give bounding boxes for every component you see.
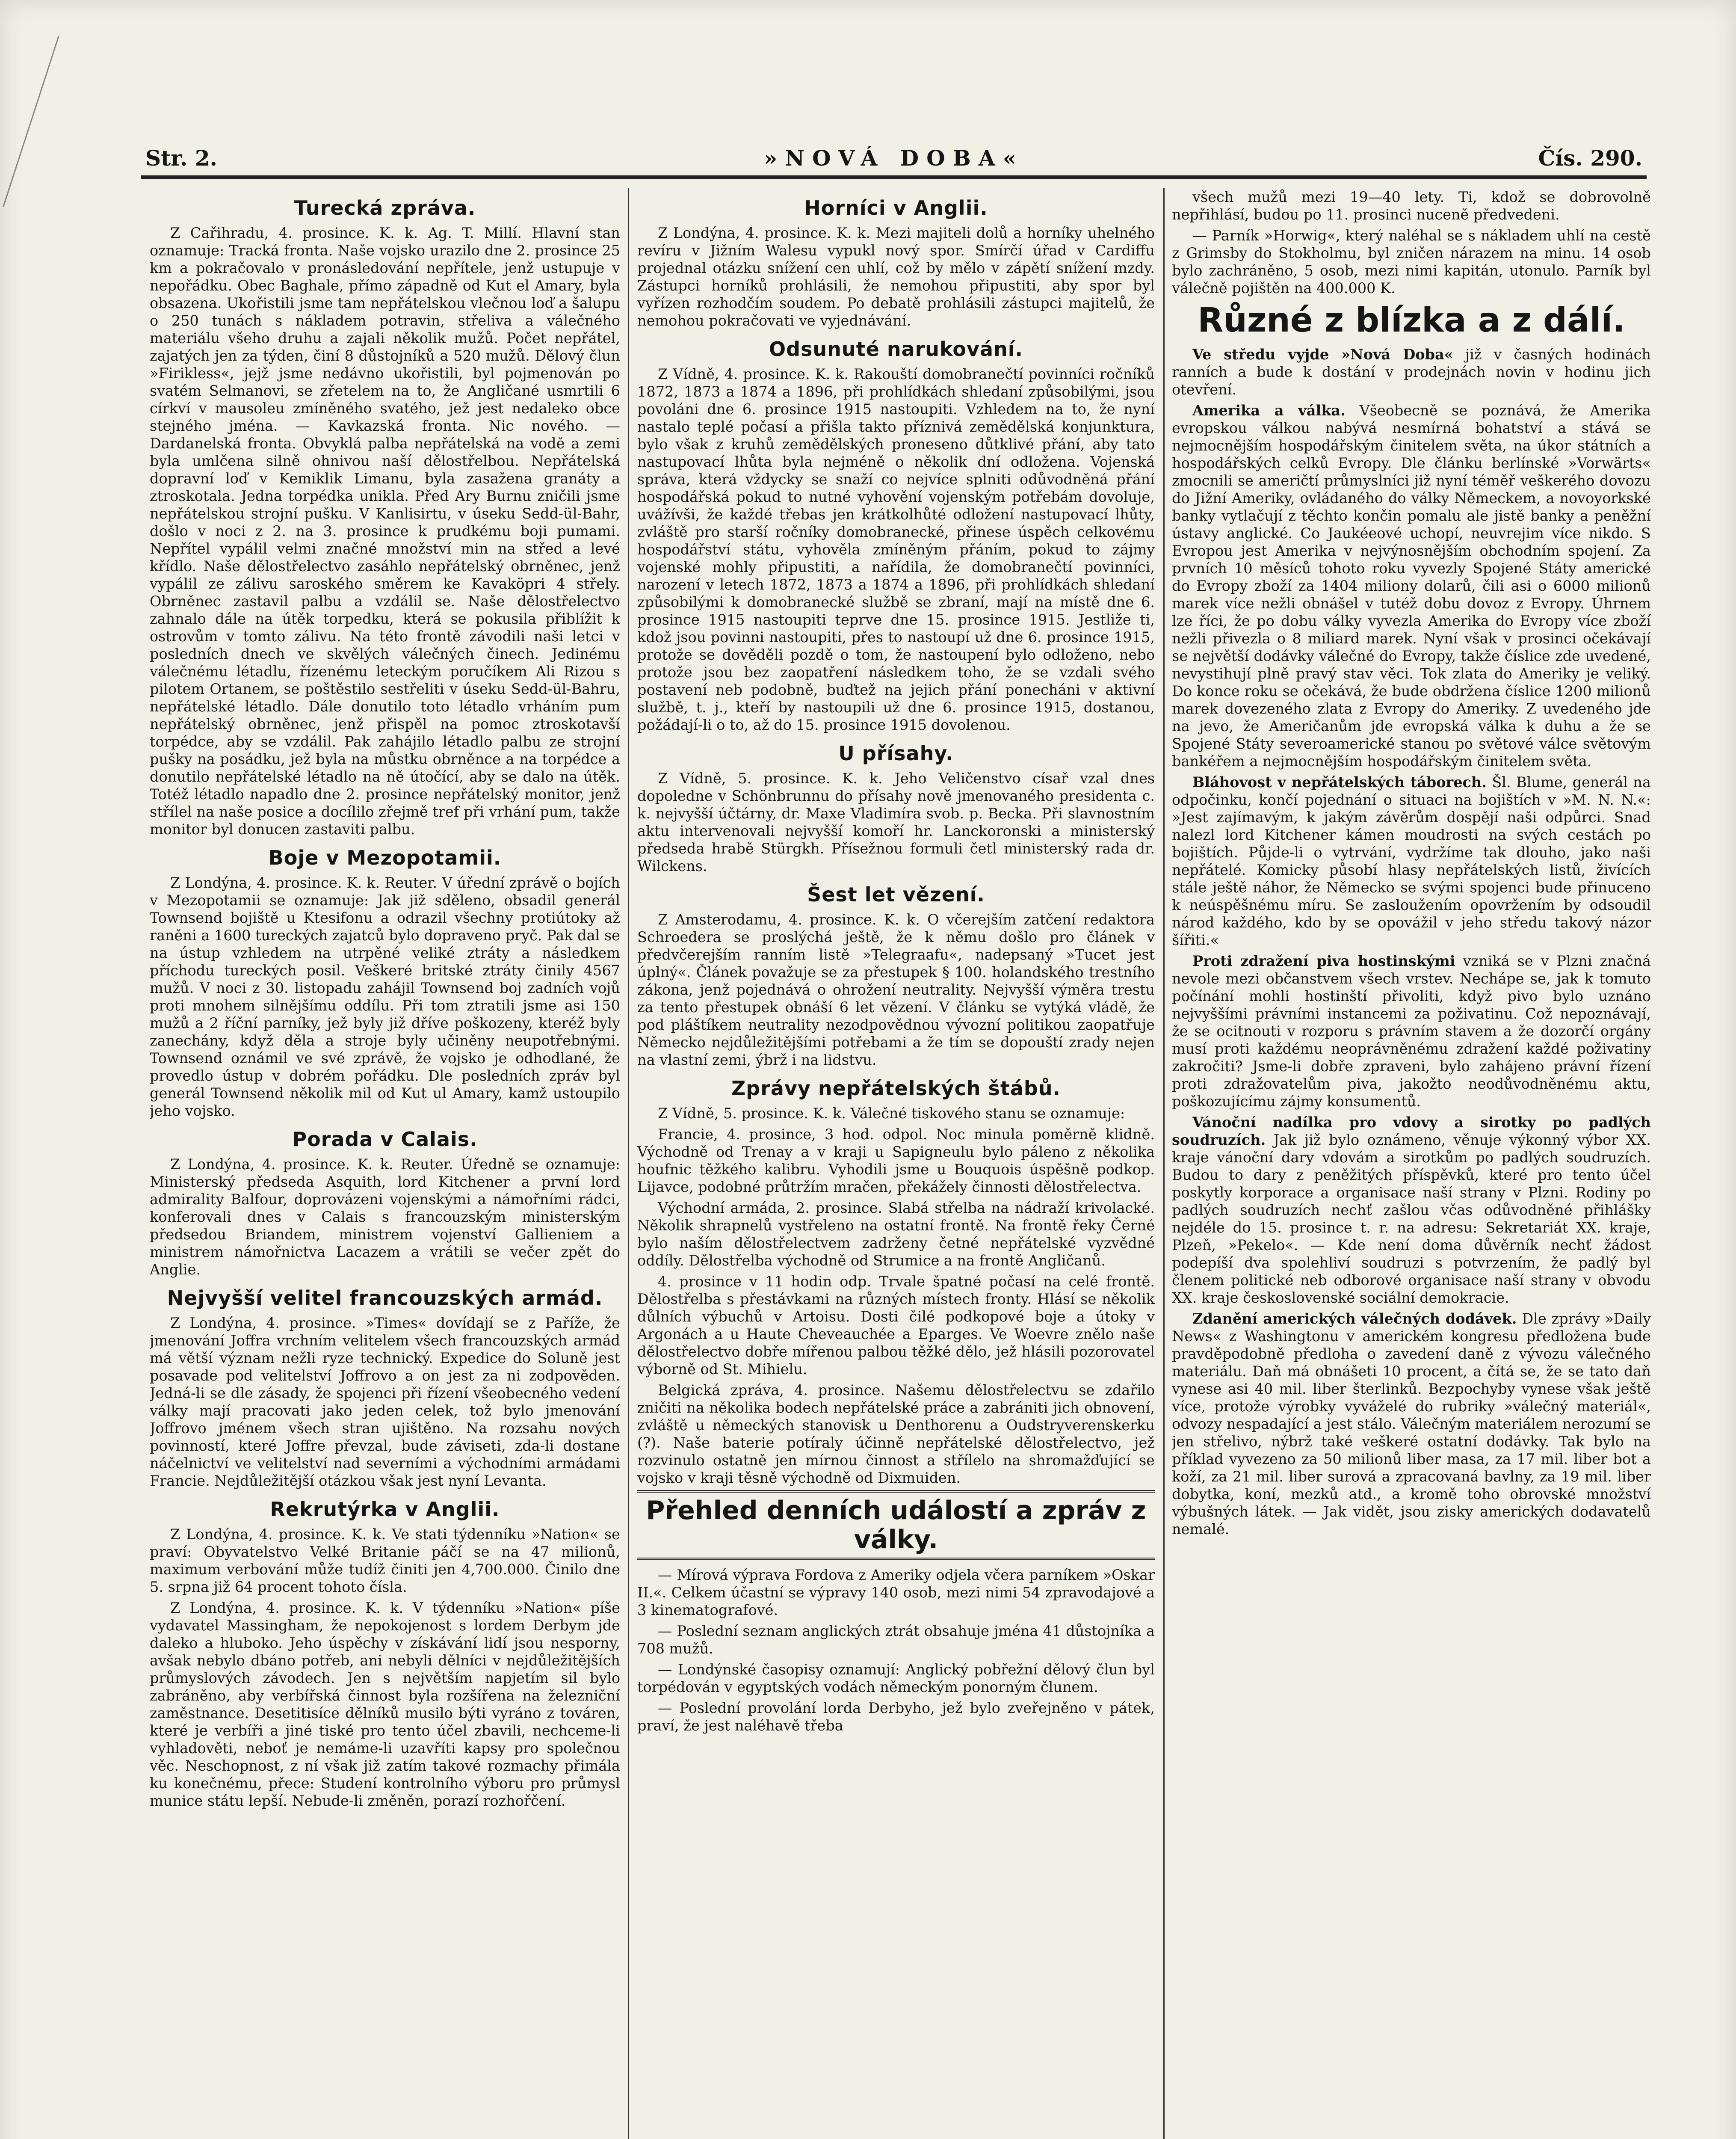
paper-crease bbox=[3, 36, 76, 213]
news-item bbox=[1172, 402, 1651, 770]
news-item-lead: Bláhovost v nepřátelských táborech. bbox=[1192, 774, 1487, 791]
news-item-lead: Vánoční nadílka pro vdovy a sirotky po padlých soudruzích. bbox=[1172, 1114, 1651, 1148]
article-paragraph: Z Vídně, 4. prosince. K. k. Rakouští domobranečtí povinníci ročníků 1872, 1873 a 1874 a 1896, při prohlídkách shledaní způsobilými, jsou povoláni dne 6. prosince 1915 nastoupiti. Vzhledem na to, že nyní nastalo teplé počasí a přišla takto příznivá zemědělská konjunktura, bylo však z kruhů zemědělských proneseno důtklivé přání, aby tato nastupovací lhůta byla nejméně o několik dní odložena. Vojenská správa, která vždycky se snaží co nejvíce splniti odůvodněná přání hospodářská pokud to nutné vyhovění vojenským potřebám dovoluje, uvážívši, že každé třebas jen krátkolhůté odložení nastupovací lhůty, zvláště pro starší ročníky domobranecké, přinese úspěch celkovému hospodářství státu, vyhověla zmíněným přáním, pokud to zájmy vojenské mohly připustiti, a nařídila, že domobranečtí povinníci, narození v letech 1872, 1873 a 1874 a 1896, při prohlídkách shledaní způsobilými k domobranecké službě se zbraní, mají na místě dne 6. prosince 1915 nastoupiti teprve dne 15. prosince 1915. Jestliže ti, kdož jsou povinni nastoupiti, přes to nastoupí už dne 6. prosince 1915, protože se dověděli pozdě o tom, že nastoupení bylo odloženo, nebo protože jsou bez zaopatření následkem toho, že se vzdali svého postavení neb podobně, buďtež na jejich přání ponecháni v aktivní službě, t. j., kteří by nastoupili už dne 6. prosince 1915, dostanou, požádají-li o to, až do 15. prosince 1915 dovolenou. bbox=[637, 366, 1155, 733]
article-title: Rekrutýrka v Anglii. bbox=[270, 1498, 500, 1521]
news-item-text: vzniká se v Plzni značná nevole mezi občanstvem všech vrstev. Nechápe se, jak k tomuto počínání mohli hostinští přivoliti, když pivo bylo uznáno nejvyššími právními instancemi za poživatinu. Což nepoznávají, že se ocitnouti v rozporu s právním stavem a že dozorčí orgány musí proti každému neoprávněnému zdražení každé poživatiny zakročiti? Jsme-li dobře zpraveni, bylo zahájeno právní řízení proti zdražovatelům piva, jakožto neodůvodněnému aktu, poškozujícímu zájmy konsumentů. bbox=[1172, 953, 1651, 1110]
news-item bbox=[1172, 346, 1651, 398]
article-title: Zprávy nepřátelských štábů. bbox=[731, 1077, 1061, 1100]
news-item-lead: Ve středu vyjde »Nová Doba« bbox=[1192, 346, 1453, 363]
news-item bbox=[1172, 1114, 1651, 1307]
issue-number: Čís. 290. bbox=[1538, 145, 1642, 171]
article-paragraph: Z Londýna, 4. prosince. »Times« dovídají se z Paříže, že jmenování Joffra vrchním velitelem všech francouzských armád má větší význam nežli ryze technický. Expedice do Soluně jest posavade pod velitelství Joffrovo a on jest za ni zodpověden. Jedná-li se dle zásady, že spojenci při řízení všeobecného vedení války mají pracovati jako jeden celek, tož bylo jmenování Joffrovo jménem všech stran ujištěno. Na rozsahu nových povinností, které Joffre převzal, bude záviseti, zda-li dostane náčelnictví ve velitelství nad severními a východními armádami Francie. Nejdůležitější otázkou však jest nyní Levanta. bbox=[150, 1315, 620, 1489]
news-item: všech mužů mezi 19—40 lety. Ti, kdož se dobrovolně nepřihlásí, budou po 11. prosinci nuceně předvedeni. bbox=[1172, 189, 1651, 223]
news-item-text: Šl. Blume, generál na odpočinku, končí pojednání o situaci na bojištích v »M. N. N.«: »Jest zajímavým, k jakým závěrům dospějí naši odpůrci. Snad nalezl lord Kitchener kámen moudrosti na svých cestách po bojištích. Půjde-li o vytrvání, vydržíme tak dlouho, jako naši nepřátelé. Komicky působí hlasy nepřátelských listů, živících stále ještě náhor, že Německo se svými spojenci bude přinuceno k neúspěšnému míru. Se zasloužením opovržením by odsoudil národ každého, kdo by se opovážil v jeho středu takový názor šířiti.« bbox=[1172, 774, 1651, 948]
article-title: Horníci v Anglii. bbox=[804, 196, 988, 219]
article-title: U přísahy. bbox=[838, 742, 954, 765]
news-item bbox=[1172, 952, 1651, 1110]
article-title: Odsunuté narukování. bbox=[769, 338, 1023, 361]
news-item: — Mírová výprava Fordova z Ameriky odjela včera parníkem »Oskar II.«. Celkem účastní se výpravy 140 osob, mezi nimi 54 zpravodajové a 3 kinematografové. bbox=[637, 1567, 1155, 1618]
article-title: Boje v Mezopotamii. bbox=[268, 846, 502, 869]
article-title: Turecká zpráva. bbox=[294, 196, 476, 219]
column-3 bbox=[1172, 188, 1651, 2139]
news-item: — Londýnské časopisy oznamují: Anglický pobřežní dělový člun byl torpédován v egyptských vodách německým ponorným člunem. bbox=[637, 1661, 1155, 1695]
masthead-title: »NOVÁ DOBA« bbox=[764, 145, 1024, 171]
article-paragraph: 4. prosince v 11 hodin odp. Trvale špatné počasí na celé frontě. Dělostřelba s přestávkami na různých místech fronty. Hlásí se několik důlních výbuchů v Artoisu. Dosti čilé podkopové boje a útoky v Argonách a u Haute Cheveauchée a Eparges. Ve Woevre znělo naše dělostřelectvo dobře mířenou palbou těžké dělo, jež hlásili pozorovatel výborně od St. Mihielu. bbox=[637, 1273, 1155, 1378]
news-item-lead: Zdanění amerických válečných dodávek. bbox=[1192, 1310, 1517, 1327]
news-item bbox=[1172, 773, 1651, 949]
article-title: Šest let vězení. bbox=[807, 883, 985, 906]
article-paragraph: Z Vídně, 5. prosince. K. k. Válečné tiskového stanu se oznamuje: bbox=[658, 1105, 1125, 1122]
section-title-miscellany: Různé z blízka a z dálí. bbox=[1198, 301, 1625, 340]
article-paragraph: Z Londýna, 4. prosince. K. k. Reuter. Úředně se oznamuje: Ministerský předseda Asquith, lord Kitchener a první lord admirality Balfour, doprovázeni vojenskými a námořními rádci, konferovali dnes v Calais s francouzským ministerským předsedou Briandem, ministrem vojenství Gallieniem a ministrem námořnictva Lacazem a vrátili se večer zpět do Anglie. bbox=[150, 1156, 620, 1278]
news-item-lead: Proti zdražení piva hostinskými bbox=[1192, 953, 1455, 969]
column-divider bbox=[628, 188, 629, 2139]
news-item-text: Dle zprávy »Daily News« z Washingtonu v americkém kongresu předložena bude pravděpodobně předloha o zavedení daně z vývozu válečného materiálu. Daň má obnášeti 10 procent, a čítá se, že se tato daň vynese asi 40 mil. liber šterlinků. Bezpochyby vynese však ještě více, protože výrobky vyváželé do rubriky »válečný materiál«, odvozy nespadající a jest stálo. Válečným materiálem nerozumí se jen střelivo, nýbrž také veškeré ostatní dodávky. Tak bylo na příklad vyvezeno za 50 milionů liber masa, za 17 mil. liber bot a koží, za 21 mil. liber surová a zpracovaná bavlny, za 19 mil. liber dobytka, koní, mezků atd., a kromě toho obrovské množství výbušných látek. — Jak vidět, jsou zisky amerických dodavatelů nemalé. bbox=[1172, 1310, 1651, 1538]
column-1 bbox=[150, 188, 620, 2139]
article-paragraph: Východní armáda, 2. prosince. Slabá střelba na nádraží krivolacké. Několik shrapnelů vystřeleno na ostatní frontě. Na frontě řeky Černé bylo naším dělostřelectvem zadrženy četné nepřátelské vyzvědné oddíly. Dělostřelba východně od Strumice a na frontě Angličanů. bbox=[637, 1200, 1155, 1269]
news-item-text: Jak již bylo oznámeno, věnuje výkonný výbor XX. kraje vánoční dary vdovám a sirotkům po padlých soudruzích. Budou to dary z peněžitých příspěvků, které pro tento účel poskytly korporace a organisace naší strany v Plzni. Rodiny po padlých soudruzích nechť zašlou včas odůvodněné přihlášky nejdéle do 15. prosince t. r. na adresu: Sekretariát XX. kraje, Plzeň, »Pekelo«. — Kde není doma důvěrník nechť žádost podepíší dva spolehliví soudruzi s potvrzením, že padlý byl členem politické neb odborové organisace naší strany v obvodu XX. kraje československé sociální demokracie. bbox=[1172, 1132, 1651, 1306]
news-item: — Poslední seznam anglických ztrát obsahuje jména 41 důstojníka a 708 mužů. bbox=[637, 1623, 1155, 1657]
news-item-text: již v časných hodinách ranních a bude k dostání v prodejnách novin v hodinu jich otevření. bbox=[1172, 346, 1651, 398]
article-paragraph: Z Londýna, 4. prosince. K. k. Mezi majiteli dolů a horníky uhelného revíru v Jižním Walesu vypukl nový spor. Smírčí úřad v Cardiffu projednal otázku snížení cen uhlí, což by mělo v zápětí snížení mzdy. Zástupci horníků prohlásili, že nemohou připustiti, aby spor byl vyřízen rozhodčím soudem. Po debatě prohlásili zástupci majitelů, že nemohou pokračovati ve vyjednávání. bbox=[637, 225, 1155, 329]
news-item-lead: Amerika a válka. bbox=[1192, 402, 1346, 419]
page-number: Str. 2. bbox=[145, 145, 217, 171]
column-2 bbox=[637, 188, 1155, 2139]
column-divider bbox=[1163, 188, 1165, 2139]
section-title-war-overview: Přehled denních událostí a zpráv z války. bbox=[637, 1490, 1155, 1560]
article-paragraph: Z Londýna, 4. prosince. K. k. Reuter. V úřední zprávě o bojích v Mezopotamii se oznamuje: Jak již sděleno, obsadil generál Townsend bojiště u Ktesifonu a odrazil všechny protiútoky až raněni a 1600 tureckých zajatců bylo dopraveno pryč. Pak dal se na ústup vzhledem na utrpěné veliké ztráty a následkem příchodu tureckých posil. Veškeré britské ztráty činily 4567 mužů. V noci z 30. listopadu zahájil Townsend boj zadních vojů proti mnohem silnějšímu oddílu. Při tom ztratili jsme asi 150 mužů a 2 říční parníky, jež byly již dříve poškozeny, kteréž byly zanechány, když děla a stroje byly učiněny neupotřebnými. Townsend oznámil ve své zprávě, že vojsko je odhodlané, že provedlo ústup v dobrém pořádku. Dle posledních zpráv byl generál Townsend několik mil od Kut ul Amary, kamž ustoupilo jeho vojsko. bbox=[150, 874, 620, 1119]
news-item: — Poslední provolání lorda Derbyho, jež bylo zveřejněno v pátek, praví, že jest naléhavě třeba bbox=[637, 1700, 1155, 1734]
article-paragraph: Z Amsterodamu, 4. prosince. K. k. O včerejším zatčení redaktora Schroedera se proslýchá ještě, že k němu došlo pro článek v předvčerejším ranním listě »Telegraafu«, nadepsaný »Tucet jest úplný«. Článek považuje se za přestupek § 100. holandského trestního zákona, jenž pojednává o ohrožení neutrality. Nejvyšší výměra trestu za tento přestupek obnáší 6 let vězení. V článku se vytýká vládě, že pod pláštíkem neutrality nezodpovědnou vývozní politikou zaopatřuje Německo nejdůležitějšími potřebami a že tím se dopouští zrady nejen na vlastní zemi, ýbrž i na lidstvu. bbox=[637, 911, 1155, 1068]
article-paragraph: Z Londýna, 4. prosince. K. k. V týdenníku »Nation« píše vydavatel Massingham, že nepokojenost s lordem Derbym jde daleko a hluboko. Jeho úspěchy v získávání lidí jsou nesporny, avšak nebylo dbáno potřeb, ani nebyli dělníci v nejdůležitějších průmyslových závodech. Jen s největším napjetím sil bylo zabráněno, aby verbířská činnost byla rozšířena na železniční zaměstnance. Desetitisíce dělníků musilo býti vyráno z továren, které je verbíři a jiné tiské pro tento účel zbavili, nechceme-li vyhladověti, neboť je nemáme-li uzavříti kapsy pro společnou věc. Neschopnost, z ní však již zatím takové rozmachy přimála ku konečnému, přece: Studení kontrolního výboru pro průmysl munice státu lepší. Nebude-li změněn, porazí rozhořčení. bbox=[150, 1600, 620, 1809]
news-item bbox=[1172, 1310, 1651, 1538]
page-header bbox=[141, 137, 1647, 180]
news-item-text: Všeobecně se poznává, že Amerika evropskou válkou nabývá nesmírná bohatství a stává se nejmocnějším hospodářským činitelem světa, na úkor státních a hospodářských celků Evropy. Dle článku berlínské »Vorwärts« zmocnili se američtí průmyslníci již nyní téměř veškerého dovozu do Jižní Ameriky, ovládaného do války Německem, a novoyorkské banky vytlačují z těchto končin pomalu ale jistě banky a peněžní ústavy anglické. Co Jaukéeové uchopí, neuvrejim více nikdo. S Evropou jest Amerika v nejvýnosnějším obchodním spojení. Za prvních 10 měsíců tohoto roku vyvezly Spojené Státy americké do Evropy zboží za 1404 miliony dolarů, čili asi o 6000 milionů marek více nežli obnášel v tutéž dobu dovoz z Evropy. Úhrnem lze říci, že po dobu války vyvezla Amerika do Evropy více zboží nežli přivezla o 8 miliard marek. Nyní však v prosinci očekávají se největší dodávky válečné do Evropy, takže číslice zde uvedené, nevystihují plně pravý stav věci. Tok zlata do Ameriky je veliký. Do konce roku se očekává, že bude obdržena číslice 1200 milionů marek dovezeného zlata z Evropy do Ameriky. Z uvedeného jde na jevo, že Američanům jde evropská válka k duhu a že se Spojené Státy severoamerické stanou po světové válce světovým bankéřem a nejmocnějším hospodářským činitelem světa. bbox=[1172, 402, 1651, 770]
article-title: Porada v Calais. bbox=[292, 1128, 478, 1151]
article-paragraph: Z Londýna, 4. prosince. K. k. Ve stati týdenníku »Nation« se praví: Obyvatelstvo Velké Britanie páčí se na 47 milionů, maximum verbování může tudíž činiti jen 4,700.000. Činilo dne 5. srpna již 64 procent tohoto čísla. bbox=[150, 1526, 620, 1595]
article-title: Nejvyšší velitel francouzských armád. bbox=[167, 1286, 603, 1309]
article-paragraph: Z Cařihradu, 4. prosince. K. k. Ag. T. Millí. Hlavní stan oznamuje: Tracká fronta. Naše vojsko urazilo dne 2. prosince 25 km a pokračovalo v pronásledování nepřítele, jenž ustupuje v nepořádku. Obec Baghale, přímo západně od Kut el Amary, byla obsazena. Ukořistili jsme tam nepřátelskou vlečnou loď a šalupu o 250 tunách s nákladem potravin, střeliva a válečného materiálu všeho druhu a zajali několik mužů. Počet nepřátel, zajatých jen za týden, činí 8 důstojníků a 520 mužů. Dělový člun »Firikless«, jejž jsme nedávno ukořistili, byl pojmenován po svatém Selmanovi, se zřetelem na to, že Angličané usmrtili 6 církví v mausoleu zmíněného svatého, jež jest nedaleko obce stejného jména. — Kavkazská fronta. Nic nového. — Dardanelská fronta. Obvyklá palba nepřátelská na vodě a zemi byla umlčena silně ohnivou naší dělostřelbou. Nepřátelská dopravní loď v Kemiklik Limanu, byla zasažena granáty a ztroskotala. Jedna torpédka unikla. Před Ary Burnu zničili jsme nepřátelskou strojní pušku. V Kanlisirtu, v úseku Sedd-ül-Bahr, došlo v noci z 2. na 3. prosince k prudkému boji pumami. Nepřítel vypálil velmi značné množství min na střed a levé křídlo. Naše dělostřelectvo zasáhlo nepřátelský obrněnec, jenž vypálil ze zálivu saroského směrem ke Kavaköpri 4 střely. Obrněnec zastavil palbu a vzdálil se. Naše dělostřelectvo zahnalo dále na útěk torpedku, která se pokusila přiblížit k ostrovům v tomto zálivu. Na této frontě závodili naši letci v posledních dnech ve skvělých válečných činech. Jedinému válečnému létadlu, řízenému leteckým poručíkem Ali Rizou s pilotem Ortanem, se poštěstilo sestřeliti v úseku Sedd-ül-Bahru, nepřátelské létadlo. Dále donutilo toto létadlo vrháním pum nepřátelský obrněnec, jenž přispěl na pomoc ztroskotavší torpédce, aby se vzdálil. Pak zahájilo létadlo palbu ze strojní pušky na posádku, jež byla na můstku obrněnce a na torpédce a donutilo nepřátelské létadlo na ně útočící, aby se dalo na útěk. Totéž létadlo napadlo dne 2. prosince nepřátelský monitor, jenž střílel na naše posice a docílilo zřejmě tref při vrhání pum, takže monitor byl donucen zastaviti palbu. bbox=[150, 225, 620, 838]
article-paragraph: Francie, 4. prosince, 3 hod. odpol. Noc minula poměrně klidně. Východně od Trenay a v kraji u Sapigneulu bylo páleno z několika houfnic těžkého kalibru. Vyhodili jsme u Bouquois úspěšně podkop. Lijavce, podobné průtržím mračen, překážely činnosti dělostřelectva. bbox=[637, 1126, 1155, 1195]
news-item: — Parník »Horwig«, který naléhal se s nákladem uhlí na cestě z Grimsby do Stokholmu, byl zničen nárazem na minu. 14 osob bylo zachráněno, 5 osob, mezi nimi kapitán, utonulo. Parník byl válečně pojištěn na 400.000 K. bbox=[1172, 227, 1651, 296]
article-paragraph: Z Vídně, 5. prosince. K. k. Jeho Veličenstvo císař vzal dnes dopoledne v Schönbrunnu do přísahy nově jmenovaného presidenta c. k. nejvyšší účtárny, dr. Maxe Vladimíra svob. p. Becka. Při slavnostním aktu intervenovali nejvyšší komoří hr. Lanckoronski a ministerský předseda hrabě Stürgkh. Přísežnou formuli četl ministerský rada dr. Wilckens. bbox=[637, 770, 1155, 874]
header-rule bbox=[141, 175, 1647, 179]
article-paragraph: Belgická zpráva, 4. prosince. Našemu dělostřelectvu se zdařilo zničiti na několika bodech nepřátelské práce a zabrániti jich obnovení, zvláště u německých stanovisk u Denthorenu a Oudstryverenskerku (?). Naše baterie potíraly účinně nepřátelské dělostřelectvo, jež rozvinulo ostatně jen mírnou činnost a střílelo na shromažďující se vojsko v kraji těsně východně od Dixmuiden. bbox=[637, 1382, 1155, 1486]
